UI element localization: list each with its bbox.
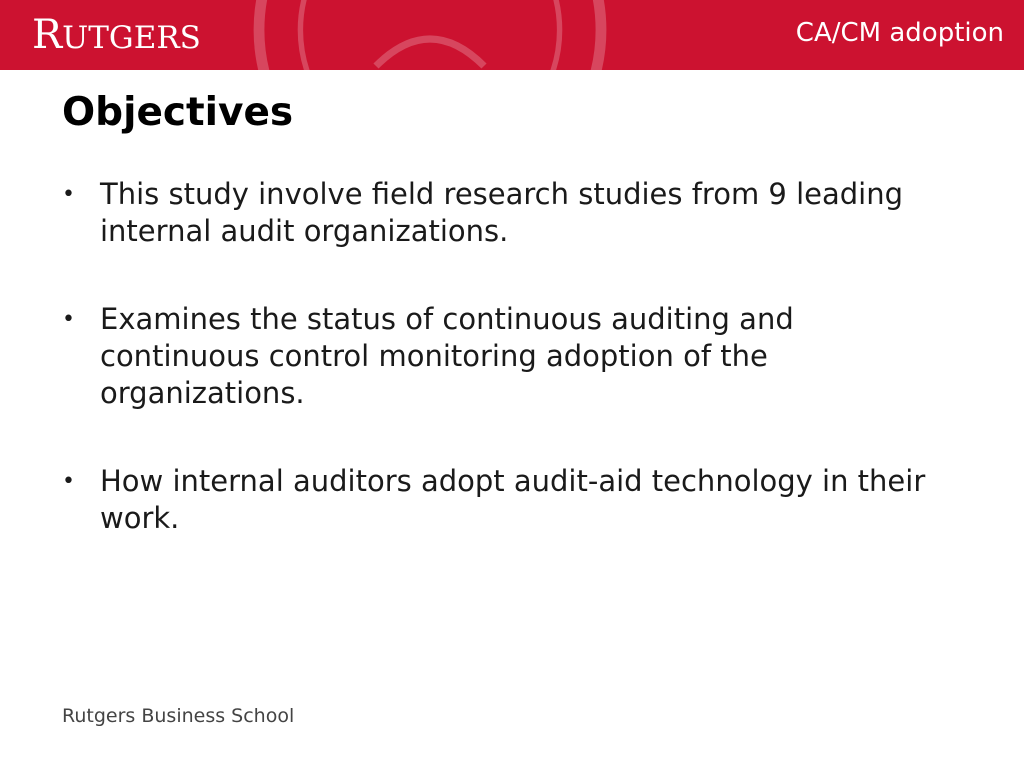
bullet-item: [62, 176, 962, 250]
bullet-icon: •: [62, 182, 75, 207]
logo-first-letter: R: [32, 12, 63, 58]
university-seal-watermark: [250, 0, 610, 70]
bullet-item: [62, 463, 962, 537]
header-title: CA/CM adoption: [795, 18, 1004, 48]
bullet-text: How internal auditors adopt audit-aid technology in their work.: [100, 464, 926, 535]
logo-rest-letters: UTGERS: [62, 20, 201, 56]
slide-title: Objectives: [62, 90, 294, 135]
header-band: [0, 0, 1024, 70]
footer-text: Rutgers Business School: [62, 705, 295, 727]
bullet-text: Examines the status of continuous auditing and continuous control monitoring adoption of the organizations.: [100, 302, 794, 410]
bullet-icon: •: [62, 469, 75, 494]
bullet-item: [62, 301, 962, 412]
bullet-text: This study involve field research studies from 9 leading internal audit organizations.: [100, 177, 904, 248]
bullet-list: [62, 176, 962, 588]
logo-wordmark: [32, 12, 201, 58]
rutgers-logo[interactable]: [32, 8, 201, 62]
bullet-icon: •: [62, 307, 75, 332]
